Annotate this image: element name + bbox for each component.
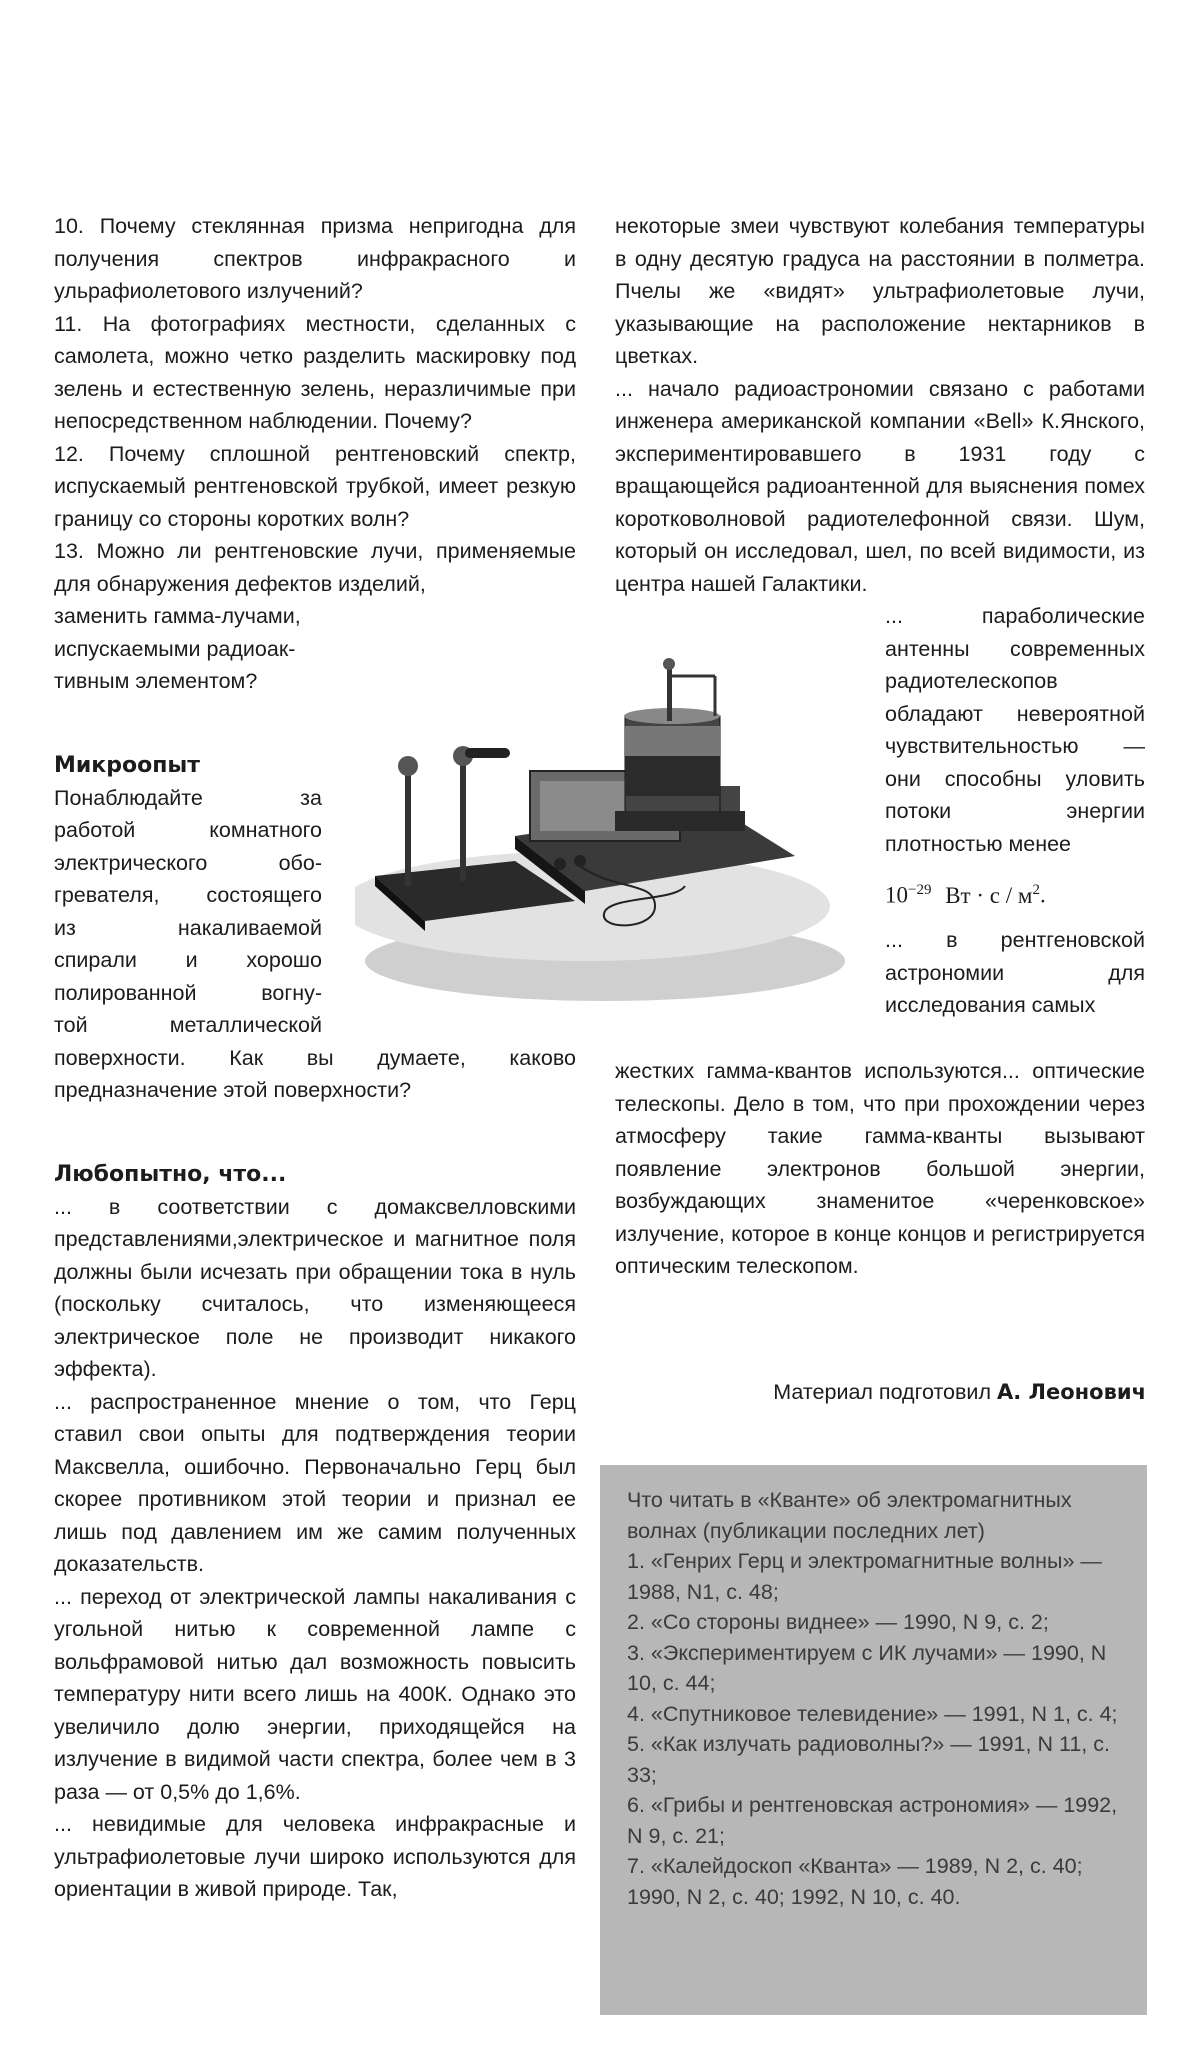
reading-list-item: 4. «Спутниковое телевидение» — 1991, N 1, с. 4; [627,1701,1118,1726]
question-13-tail: заменить гамма-лучами, испускаемыми радиоак- тивным элементом? [54,604,301,693]
reading-list-item: 6. «Грибы и рентгеновская астрономия» — 1992, N 9, с. 21; [627,1793,1118,1848]
energy-formula: $10^{-29}$ Вт · с / $м^2$. [885,882,1046,908]
reading-list-item: 3. «Экспериментируем с ИК лучами» — 1990, N 10, с. 44; [627,1640,1107,1695]
hertz-apparatus-illustration [355,656,860,1016]
reading-list-item: 7. «Калейдоскоп «Кванта» — 1989, N 2, с. 40; 1990, N 2, с. 40; 1992, N 10, с. 40. [627,1854,1083,1909]
right-paragraph-4-start: ... в рентгеновской астрономии для исследования самых [885,928,1145,1018]
curious-paragraph: ... переход от электрической лампы накаливания с угольной нитью к современной лампе с вольфрамовой нитью дал возможность повысить температуру нити всего лишь на 400К. Однако это увеличило долю энергии, приходящейся на излучение в видимой части спектра, более чем в 3 раза — от 0,5% до 1,6%. [54,1584,576,1804]
question-13: 13. Можно ли рентгеновские лучи, применяемые для обнаружения дефектов изделий, [54,539,576,596]
reading-list-title: Что читать в «Кванте» об электромагнитных волнах (публикации последних лет) [627,1488,1072,1543]
author-credit: Материал подготовил А. Леонович [773,1380,1146,1404]
right-paragraph-3: ... параболические антенны современных радиотелескопов обладают невероятной чувствительностью — они способны уловить потоки энергии плотностью менее [885,604,1145,856]
reading-list-item: 1. «Генрих Герц и электромагнитные волны» — 1988, N1, с. 48; [627,1549,1102,1604]
right-paragraph-2: ... начало радиоастрономии связано с работами инженера американской компании «Bell» К.Янского, экспериментировавшего в 1931 году с вращающейся радиоантенной для выяснения помех коротковолновой радиотелефонной связи. Шум, который он исследовал, шел, по всей видимости, из центра нашей Галактики. [615,376,1145,596]
question-10: 10. Почему стеклянная призма непригодна для получения спектров инфракрасного и ульрафиолетового излучений? [54,214,576,303]
micro-heading: Микроопыт [54,752,201,778]
reading-list-box [600,1465,1147,2015]
curious-paragraph: ... распространенное мнение о том, что Герц ставил свои опыты для подтверждения теории Максвелла, ошибочно. Первоначально Герц был скорее противником этой теории и признал ее лишь под давлением им же самим полученных доказательств. [54,1389,576,1576]
left-column [54,210,576,1906]
question-12: 12. Почему сплошной рентгеновский спектр, испускаемый рентгеновской трубкой, имеет резкую границу со стороны коротких волн? [54,441,576,531]
question-11: 11. На фотографиях местности, сделанных с самолета, можно четко разделить маскировку под зелень и естественную зелень, неразличимые при непосредственном наблюдении. Почему? [54,311,576,433]
curious-paragraph: ... в соответствии с домаксвелловскими представлениями,электрическое и магнитное поля должны были исчезать при обращении тока в нуль (поскольку считалось, что изменяющееся электрическое поле не производит никакого эффекта). [54,1194,576,1381]
curious-paragraph: ... невидимые для человека инфракрасные и ультрафиолетовые лучи широко используются для ориентации в живой природе. Так, [54,1812,576,1901]
right-paragraph-4-tail: жестких гамма-квантов используются... оптические телескопы. Дело в том, что при прохождении через атмосферу такие гамма-кванты вызывают появление электронов большой энергии, возбуждающих знаменитое «черенковское» излучение, которое в конце концов и регистрируется оптическим телескопом. [615,1059,1145,1278]
curious-heading: Любопытно, что... [54,1161,287,1187]
right-paragraph-1: некоторые змеи чувствуют колебания температуры в одну десятую градуса на расстоянии в полметра. Пчелы же «видят» ультрафиолетовые лучи, указывающие на расположение нектарников в цветках. [615,214,1145,368]
micro-tail: поверхности. Как вы думаете, каково предназначение этой поверхности? [54,1045,576,1102]
reading-list-item: 5. «Как излучать радиоволны?» — 1991, N 11, с. 33; [627,1732,1110,1787]
reading-list-item: 2. «Со стороны виднее» — 1990, N 9, с. 2; [627,1610,1049,1634]
micro-wrapped-text: Понаблюдайте за работой комнатного электрического обо- гревателя, состоящего из накаливаемой спирали и хорошо полированной вогну- той металлической [54,785,322,1037]
